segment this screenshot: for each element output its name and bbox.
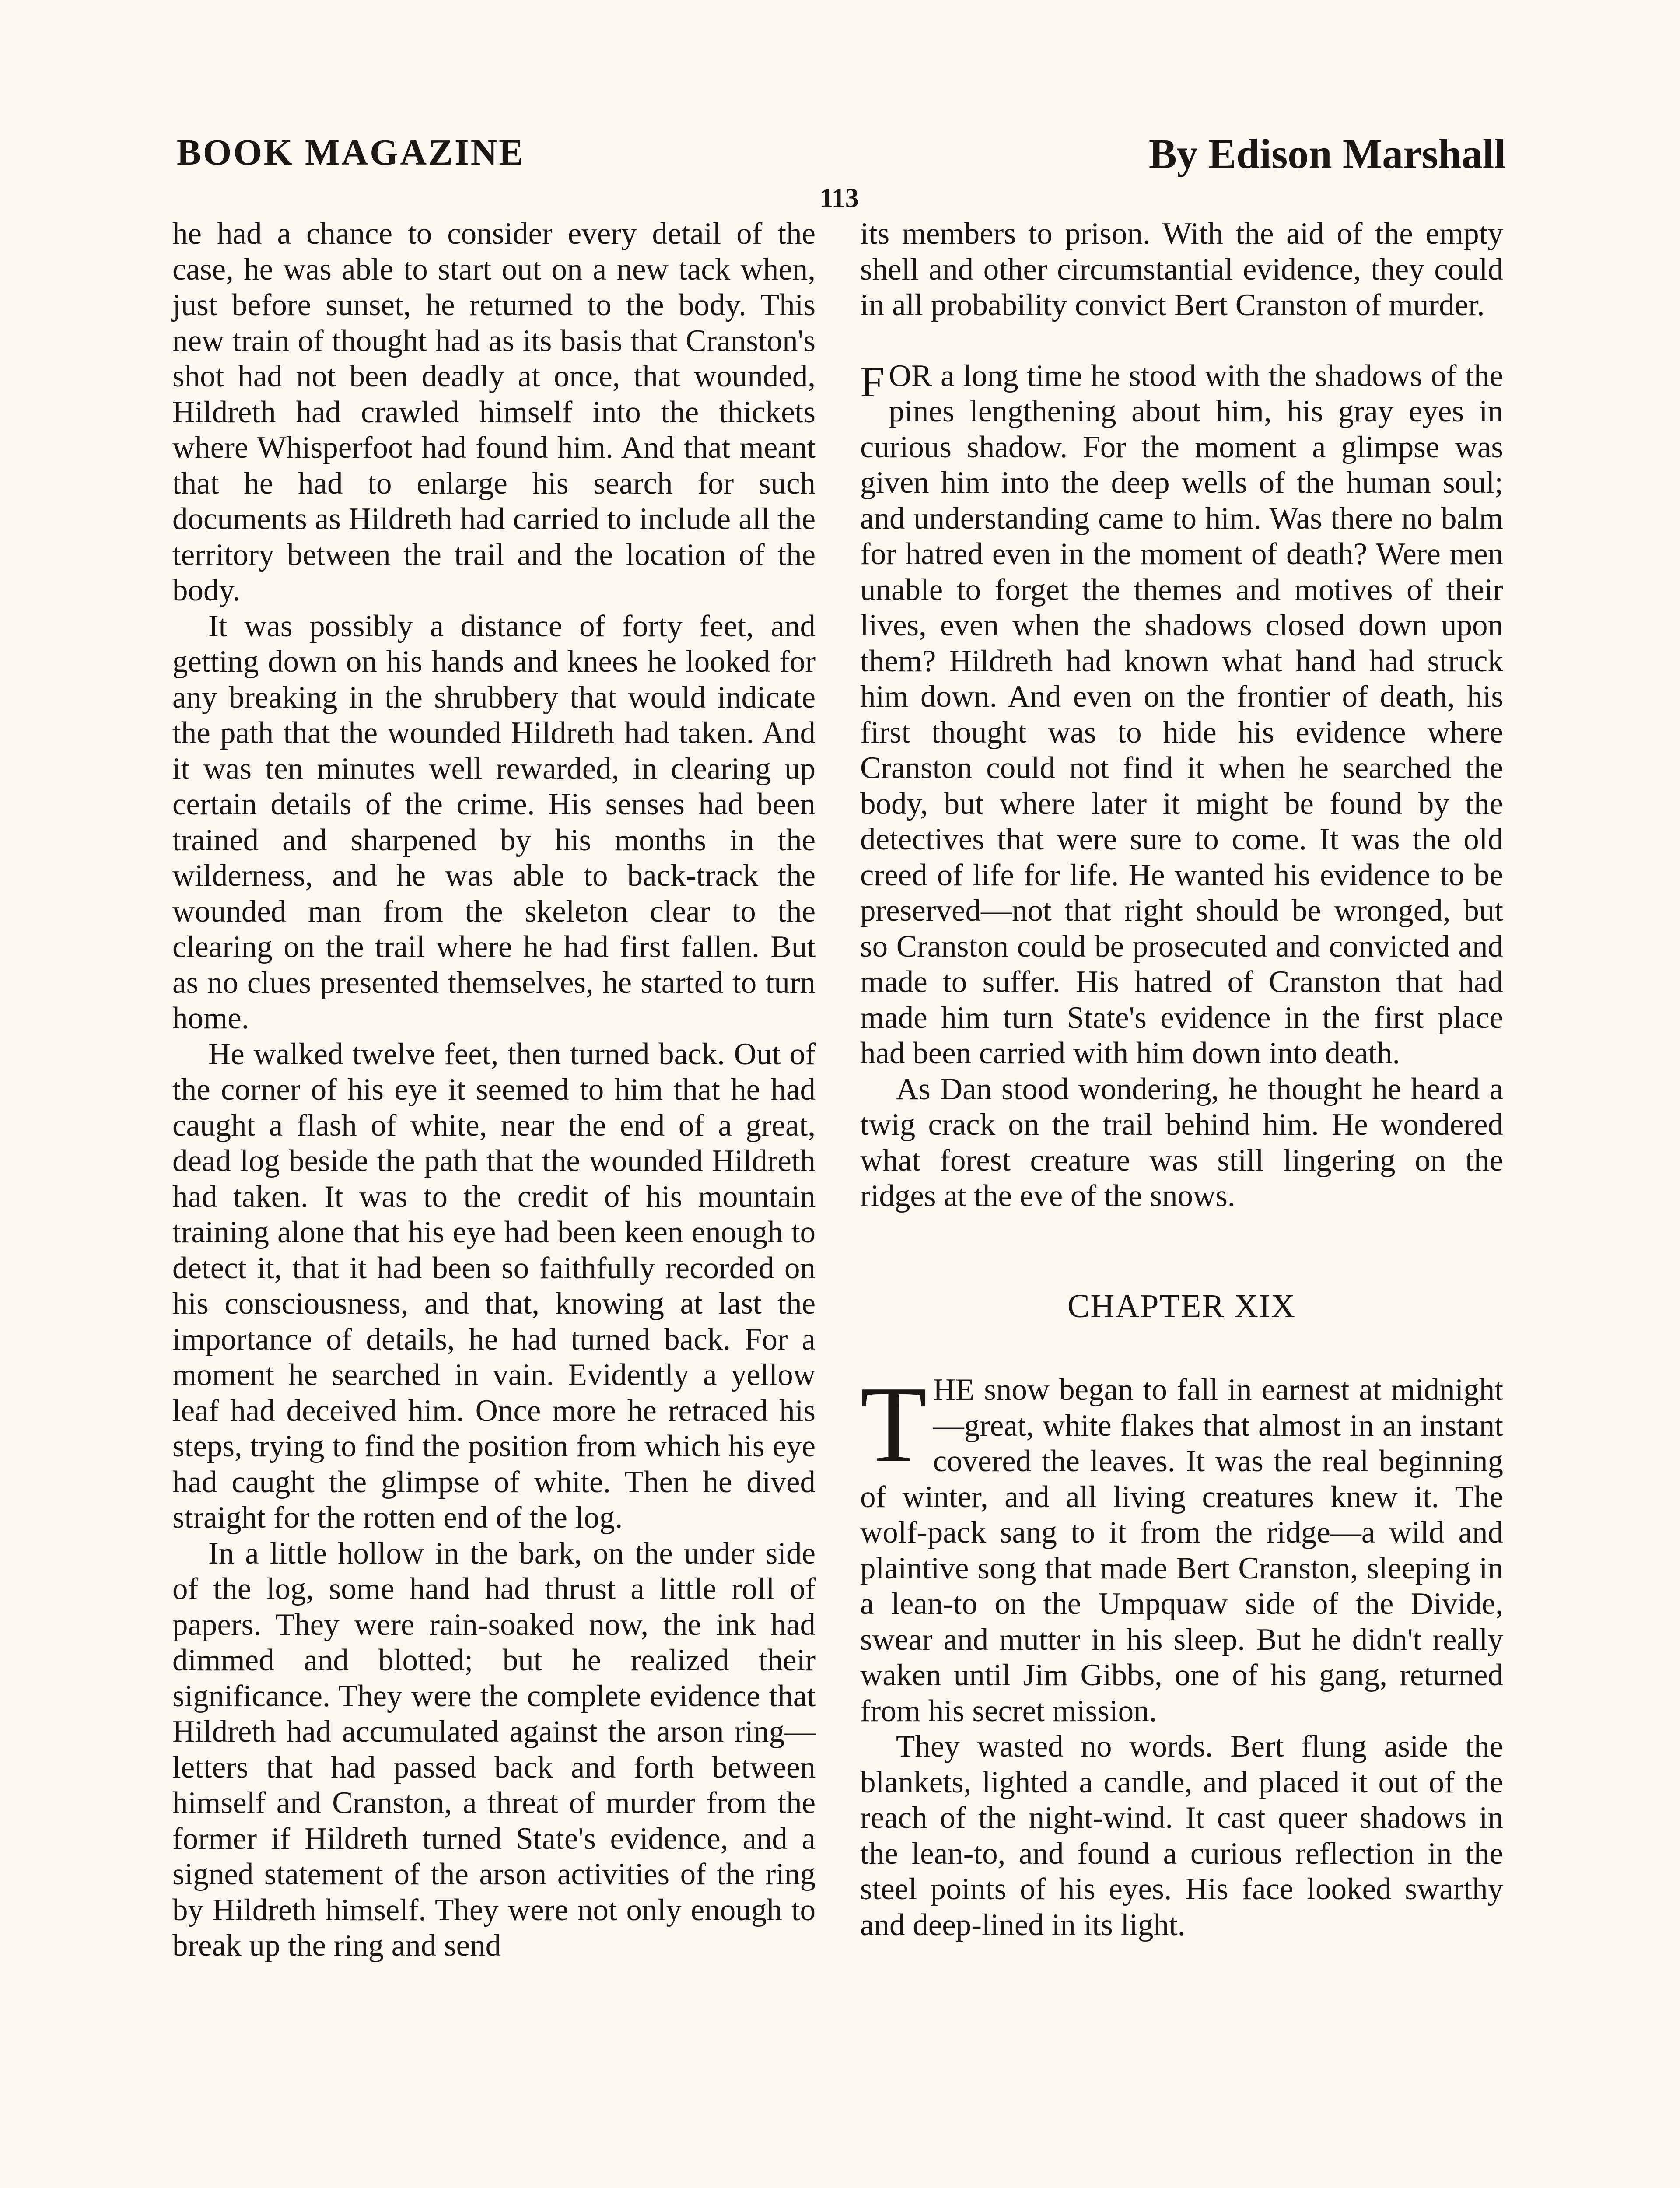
paragraph-text: snow began to fall in earnest at midnight—great, white flakes that almost in an instant covered the leaves. It was the real beginning of winter, and all living creatures knew it. The wolf-pack sang to it from the ridge—a wild and plaintive song that made Bert Cranston, sleeping in a lean-to on the Umpquaw side of the Divide, swear and mutter in his sleep. But he didn't really waken until Jim Gibbs, one of his gang, returned from his secret mission. bbox=[860, 1373, 1503, 1728]
section-paragraph bbox=[860, 358, 1503, 1072]
paragraph-text: a long time he stood with the shadows of the pines lengthening about him, his gray eyes in curious shadow. For the moment a glimpse was given him into the deep wells of the human soul; and understanding came to him. Was there no balm for hatred even in the moment of death? Were men unable to forget the themes and motives of their lives, even when the shadows closed down upon them? Hildreth had known what hand had struck him down. And even on the frontier of death, his first thought was to hide his evidence where Cranston could not find it when he searched the body, but where later it might be found by the detectives that were sure to come. It was the old creed of life for life. He wanted his evidence to be preserved—not that right should be wronged, but so Cranston could be prosecuted and convicted and made to suffer. His hatred of Cranston that had made him turn State's evidence in the first place had been carried with him down into death. bbox=[860, 358, 1503, 1070]
page-number: 113 bbox=[819, 183, 859, 213]
chapter-opening-paragraph bbox=[860, 1364, 1503, 1729]
chapter-heading: CHAPTER XIX bbox=[1067, 1287, 1296, 1325]
paragraph: its members to prison. With the aid of the empty shell and other circumstantial evidence, they could in all probability convict Bert Cranston of murder. bbox=[860, 217, 1503, 322]
paragraph: He walked twelve feet, then turned back. Out of the corner of his eye it seemed to him that he had caught a flash of white, near the end of a great, dead log beside the path that the wounded Hildreth had taken. It was to the credit of his mountain training alone that his eye had been keen enough to detect it, that it had been so faithfully recorded on his consciousness, and that, knowing at last the importance of details, he had turned back. For a moment he searched in vain. Evidently a yellow leaf had deceived him. Once more he retraced his steps, trying to find the position from which his eye had caught the glimpse of white. Then he dived straight for the rotten end of the log. bbox=[172, 1037, 816, 1535]
drop-cap: T bbox=[860, 1364, 927, 1485]
small-caps-lead: HE bbox=[933, 1373, 975, 1407]
paragraph: They wasted no words. Bert flung aside the blankets, lighted a candle, and placed it out of the reach of the night-wind. It cast queer shadows in the lean-to, and found a curious reflection in the steel points of his eyes. His face looked swarthy and deep-lined in its light. bbox=[860, 1729, 1503, 1942]
right-column bbox=[860, 216, 1503, 1943]
small-caps-lead: OR bbox=[889, 358, 932, 393]
left-column bbox=[172, 216, 816, 1964]
paragraph: As Dan stood wondering, he thought he heard a twig crack on the trail behind him. He wondered what forest creature was still lingering on the ridges at the eve of the snows. bbox=[860, 1072, 1503, 1213]
drop-cap: F bbox=[860, 357, 885, 406]
paragraph: he had a chance to consider every detail of the case, he was able to start out on a new tack when, just before sunset, he returned to the body. This new train of thought had as its basis that Cranston's shot had not been deadly at once, that wounded, Hildreth had crawled himself into the thickets where Whisperfoot had found him. And that meant that he had to enlarge his search for such documents as Hildreth had carried to include all the territory between the trail and the location of the body. bbox=[172, 217, 816, 607]
author-byline: By Edison Marshall bbox=[1148, 130, 1506, 177]
paragraph: It was possibly a distance of forty feet, and getting down on his hands and knees he looked for any breaking in the shrubbery that would indicate the path that the wounded Hildreth had taken. And it was ten minutes well rewarded, in clearing up certain details of the crime. His senses had been trained and sharpened by his months in the wilderness, and he was able to back-track the wounded man from the skeleton clear to the clearing on the trail where he had first fallen. But as no clues presented themselves, he started to turn home. bbox=[172, 609, 816, 1035]
magazine-title: BOOK MAGAZINE bbox=[177, 132, 525, 173]
paragraph: In a little hollow in the bark, on the under side of the log, some hand had thrust a little roll of papers. They were rain-soaked now, the ink had dimmed and blotted; but he realized their significance. They were the complete evidence that Hildreth had accumulated against the arson ring—letters that had passed back and forth between himself and Cranston, a threat of murder from the former if Hildreth turned State's evidence, and a signed statement of the arson activities of the ring by Hildreth himself. They were not only enough to break up the ring and send bbox=[172, 1536, 816, 1963]
